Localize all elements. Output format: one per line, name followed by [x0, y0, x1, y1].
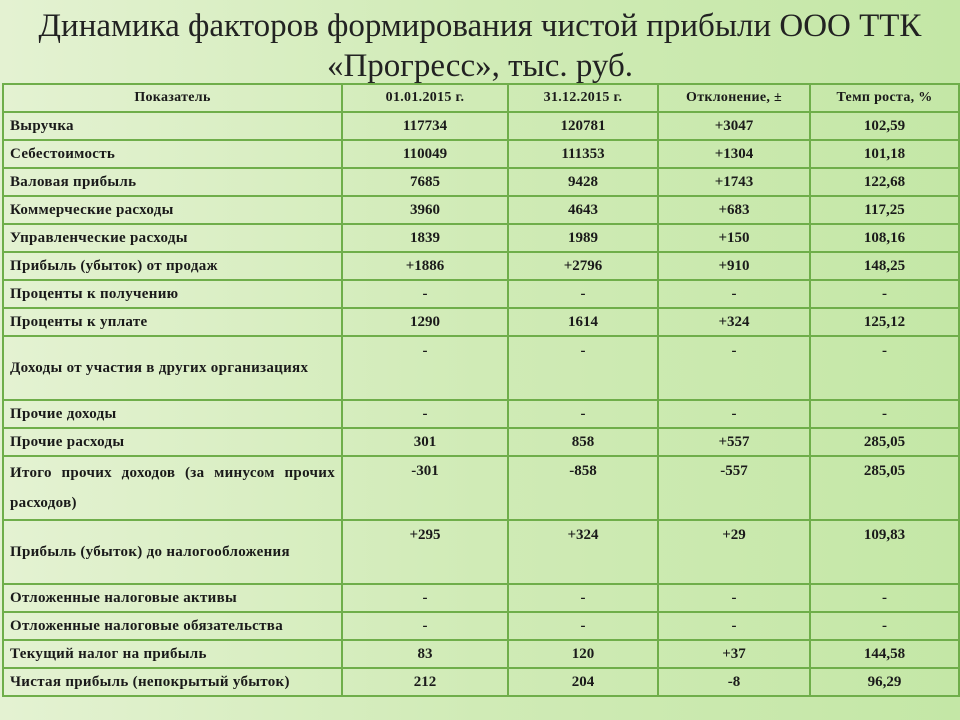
table-row	[3, 336, 959, 400]
value-start: +295	[342, 520, 508, 584]
row-label: Прибыль (убыток) до налогообложения	[3, 520, 342, 584]
table-row	[3, 612, 959, 640]
value-growth: -	[810, 612, 959, 640]
row-label: Себестоимость	[3, 140, 342, 168]
value-growth: -	[810, 336, 959, 400]
value-deviation: -557	[658, 456, 810, 520]
value-end: 111353	[508, 140, 658, 168]
row-label: Текущий налог на прибыль	[3, 640, 342, 668]
value-end: 4643	[508, 196, 658, 224]
value-growth: -	[810, 584, 959, 612]
row-label: Выручка	[3, 112, 342, 140]
value-growth: 108,16	[810, 224, 959, 252]
table-header-row	[3, 84, 959, 112]
row-label: Проценты к уплате	[3, 308, 342, 336]
value-end: 120781	[508, 112, 658, 140]
value-deviation: +1304	[658, 140, 810, 168]
row-label: Проценты к получению	[3, 280, 342, 308]
value-deviation: +29	[658, 520, 810, 584]
value-end: -	[508, 400, 658, 428]
row-label: Прочие расходы	[3, 428, 342, 456]
value-growth: 285,05	[810, 456, 959, 520]
row-label: Прибыль (убыток) от продаж	[3, 252, 342, 280]
value-deviation: -	[658, 400, 810, 428]
value-end: 1614	[508, 308, 658, 336]
profit-factors-table	[2, 83, 960, 697]
table-row	[3, 400, 959, 428]
slide-title	[0, 6, 960, 86]
table-row	[3, 428, 959, 456]
value-end: -	[508, 280, 658, 308]
value-deviation: -	[658, 280, 810, 308]
value-end: -	[508, 336, 658, 400]
value-start: -	[342, 336, 508, 400]
value-growth: 148,25	[810, 252, 959, 280]
value-end: 858	[508, 428, 658, 456]
row-label: Отложенные налоговые активы	[3, 584, 342, 612]
value-growth: 101,18	[810, 140, 959, 168]
header-start-date: 01.01.2015 г.	[342, 84, 508, 112]
header-growth-rate: Темп роста, %	[810, 84, 959, 112]
value-end: 1989	[508, 224, 658, 252]
value-start: 7685	[342, 168, 508, 196]
value-growth: 285,05	[810, 428, 959, 456]
value-start: +1886	[342, 252, 508, 280]
row-label: Прочие доходы	[3, 400, 342, 428]
table-row	[3, 308, 959, 336]
value-start: -	[342, 280, 508, 308]
value-deviation: +557	[658, 428, 810, 456]
row-label: Доходы от участия в других организациях	[3, 336, 342, 400]
value-end: -	[508, 612, 658, 640]
table-row	[3, 196, 959, 224]
value-growth: 96,29	[810, 668, 959, 696]
slide-title-line-1: Динамика факторов формирования чистой прибыли ООО ТТК	[38, 8, 922, 44]
value-start: -301	[342, 456, 508, 520]
value-end: 120	[508, 640, 658, 668]
value-start: -	[342, 400, 508, 428]
row-label: Итого прочих доходов (за минусом прочих расходов)	[3, 456, 342, 520]
header-deviation: Отклонение, ±	[658, 84, 810, 112]
value-deviation: +910	[658, 252, 810, 280]
table-row	[3, 280, 959, 308]
value-growth: -	[810, 280, 959, 308]
value-start: 117734	[342, 112, 508, 140]
slide-title-line-2: «Прогресс», тыс. руб.	[326, 48, 634, 84]
value-deviation: -8	[658, 668, 810, 696]
table-row	[3, 112, 959, 140]
value-deviation: -	[658, 584, 810, 612]
header-indicator: Показатель	[3, 84, 342, 112]
value-start: 1290	[342, 308, 508, 336]
value-start: 110049	[342, 140, 508, 168]
table-row	[3, 640, 959, 668]
value-growth: 102,59	[810, 112, 959, 140]
value-deviation: +3047	[658, 112, 810, 140]
value-deviation: +324	[658, 308, 810, 336]
value-start: 212	[342, 668, 508, 696]
value-start: 301	[342, 428, 508, 456]
table-row	[3, 668, 959, 696]
value-deviation: -	[658, 336, 810, 400]
value-end: -858	[508, 456, 658, 520]
value-end: -	[508, 584, 658, 612]
value-start: 1839	[342, 224, 508, 252]
table-row	[3, 224, 959, 252]
table-row	[3, 140, 959, 168]
table-row	[3, 520, 959, 584]
value-growth: 122,68	[810, 168, 959, 196]
value-end: +2796	[508, 252, 658, 280]
header-end-date: 31.12.2015 г.	[508, 84, 658, 112]
table-row	[3, 456, 959, 520]
value-growth: 125,12	[810, 308, 959, 336]
table-row	[3, 168, 959, 196]
value-deviation: +150	[658, 224, 810, 252]
value-start: 83	[342, 640, 508, 668]
value-growth: -	[810, 400, 959, 428]
value-end: 204	[508, 668, 658, 696]
value-growth: 117,25	[810, 196, 959, 224]
value-deviation: +37	[658, 640, 810, 668]
row-label: Коммерческие расходы	[3, 196, 342, 224]
value-growth: 144,58	[810, 640, 959, 668]
value-start: -	[342, 584, 508, 612]
value-deviation: -	[658, 612, 810, 640]
value-start: 3960	[342, 196, 508, 224]
row-label: Отложенные налоговые обязательства	[3, 612, 342, 640]
value-deviation: +683	[658, 196, 810, 224]
value-deviation: +1743	[658, 168, 810, 196]
table-row	[3, 584, 959, 612]
row-label: Чистая прибыль (непокрытый убыток)	[3, 668, 342, 696]
table-row	[3, 252, 959, 280]
row-label: Валовая прибыль	[3, 168, 342, 196]
value-start: -	[342, 612, 508, 640]
value-end: +324	[508, 520, 658, 584]
value-growth: 109,83	[810, 520, 959, 584]
value-end: 9428	[508, 168, 658, 196]
row-label: Управленческие расходы	[3, 224, 342, 252]
